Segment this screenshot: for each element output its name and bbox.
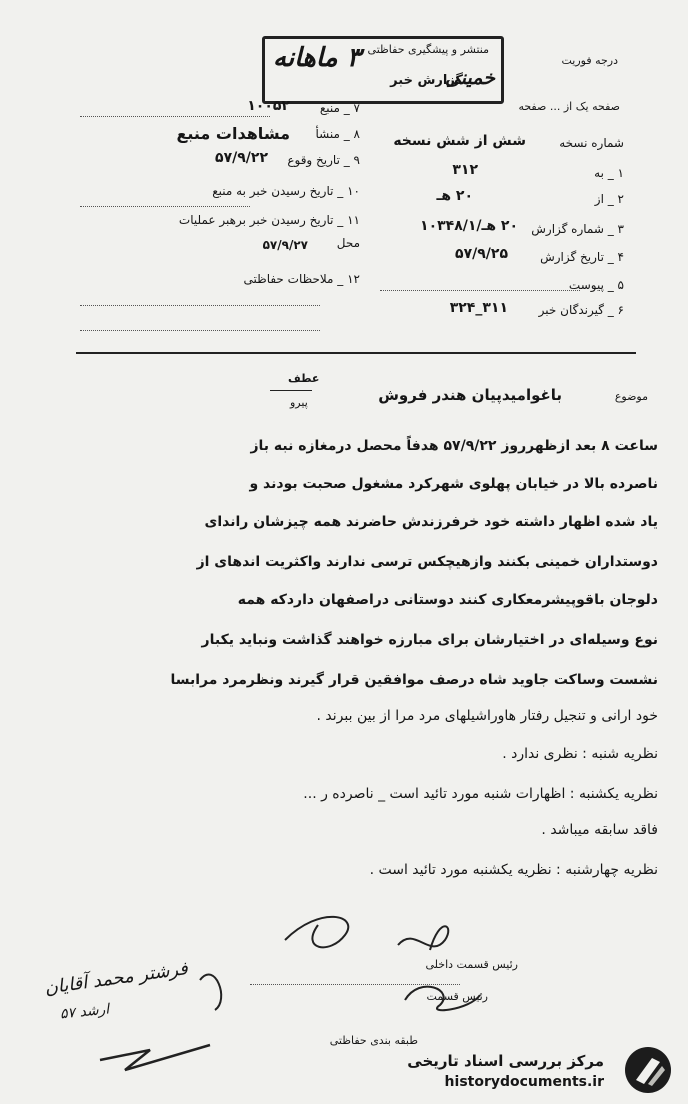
field-date-occurred-label: ۹ _ تاریخ وقوع: [287, 153, 360, 167]
handwritten-note: فرشتر محمد آقایان: [43, 958, 190, 999]
field-recipients-value: ۳۱۱_۳۲۴: [449, 300, 508, 316]
reference-sub-label: پیرو: [290, 396, 308, 409]
signature-scribble: [405, 987, 480, 1011]
note-line: نظریه چهارشنبه : نظریه یکشنبه مورد تائید است .: [369, 862, 658, 878]
body-line: نظریه شنبه : نظری ندارد .: [502, 746, 658, 762]
reference-label: عطف: [288, 372, 320, 385]
field-to-value: ۳۱۲: [452, 162, 478, 178]
field-origin-value: مشاهدات منبع: [176, 124, 290, 143]
signature-scribble: [398, 926, 448, 950]
signature-scribble: [200, 974, 221, 1010]
stamp-number: ۳ ماهانه: [273, 43, 361, 73]
field-copy-label: شماره نسخه: [559, 136, 624, 150]
footer-classification: طبقه بندی حفاظتی: [329, 1034, 418, 1047]
field-copy-value: شش از شش نسخه: [393, 133, 526, 149]
field-report-date-label: ۴ _ تاریخ گزارش: [540, 250, 624, 264]
field-location-value: ۵۷/۹/۲۷: [262, 238, 308, 252]
body-line: ساعت ۸ بعد ازظهرروز ۵۷/۹/۲۲ هدفاً محصل درمغازه نبه باز: [250, 438, 658, 454]
field-recipients-label: ۶ _ گیرندگان خبر: [538, 303, 624, 317]
stamp-line1: منتشر و پیشگیری حفاظتی: [367, 43, 489, 56]
field-report-number-label: ۳ _ شماره گزارش: [531, 222, 624, 236]
stamp-name: خمینی: [444, 67, 495, 89]
signature-scribble: [100, 1045, 210, 1070]
field-to-label: ۱ _ به: [594, 166, 624, 180]
subject-text: باغوامیدپیان هندر فروش: [378, 386, 562, 404]
field-source-value: ۱۰۰۵۲: [247, 98, 290, 114]
body-line: ناصرده بالا در خیابان پهلوی شهرکرد مشغول صحبت بودند و: [249, 476, 658, 492]
body-line: خود ارانی و تنجیل رفتار هاوراشیلهای مرد مرا از بین ببرند .: [316, 708, 658, 724]
field-date-received-ops-label: ۱۱ _ تاریخ رسیدن خبر برهبر عملیات: [178, 213, 360, 227]
classification-label: درجه فوریت: [561, 54, 618, 67]
body-line: یاد شده اظهار داشته خود خرفرزندش حاضرند همه چیزشان راندای: [204, 514, 658, 530]
handwritten-note-2: ارشد ۵۷: [59, 1001, 110, 1023]
note-line: فاقد سابقه میباشد .: [541, 822, 658, 838]
subject-label: موضوع: [614, 390, 648, 403]
body-line: دلوجان باقوپیشرمعکاری کنند دوستانی دراصفهان داردکه همه: [237, 592, 658, 608]
field-source-label: ۷ _ منبع: [319, 101, 360, 115]
field-page-label: صفحه یک از ... صفحه: [518, 100, 620, 113]
field-from-label: ۲ _ از: [594, 192, 624, 206]
watermark-url: historydocuments.ir: [444, 1074, 604, 1090]
signature-title-internal: رئیس قسمت داخلی: [425, 958, 518, 971]
stamp-line2: گزارش خبر: [390, 73, 463, 88]
field-origin-label: ۸ _ منشأ: [315, 127, 360, 141]
watermark-title: مرکز بررسی اسناد تاریخی: [407, 1052, 604, 1070]
field-report-date-value: ۵۷/۹/۲۵: [455, 246, 508, 262]
field-date-occurred-value: ۵۷/۹/۲۲: [215, 150, 268, 166]
note-line: نظریه یکشنبه : اظهارات شنبه مورد تائید است _ ناصرده ر ...: [303, 786, 658, 802]
field-location-label: محل: [336, 236, 360, 250]
body-line: نشست وساکت جاوید شاه درصف موافقین قرار گیرند ونظرمرد مرابسا: [170, 672, 658, 688]
field-report-number-value: ۲۰ هـ/۱۰۳۴۸/۱: [420, 218, 518, 234]
body-line: دوستداران خمینی بکنند وازهیچکس ترسی ندارند واکثریت اندهای از: [196, 554, 658, 570]
signature-title-section: رئیس قسمت: [426, 990, 488, 1003]
watermark-logo-icon: [622, 1044, 674, 1096]
field-attachment-label: ۵ _ پیوست: [568, 278, 624, 292]
field-date-received-source-label: ۱۰ _ تاریخ رسیدن خبر به منبع: [212, 184, 360, 198]
field-from-value: ۲۰ هـ: [436, 188, 473, 204]
signature-scribble: [285, 917, 348, 948]
field-security-notes-label: ۱۲ _ ملاحظات حفاظتی: [243, 272, 360, 286]
body-line: نوع وسیله‌ای در اختیارشان برای مبارزه خواهند گذاشت ونباید یکبار: [201, 632, 658, 648]
